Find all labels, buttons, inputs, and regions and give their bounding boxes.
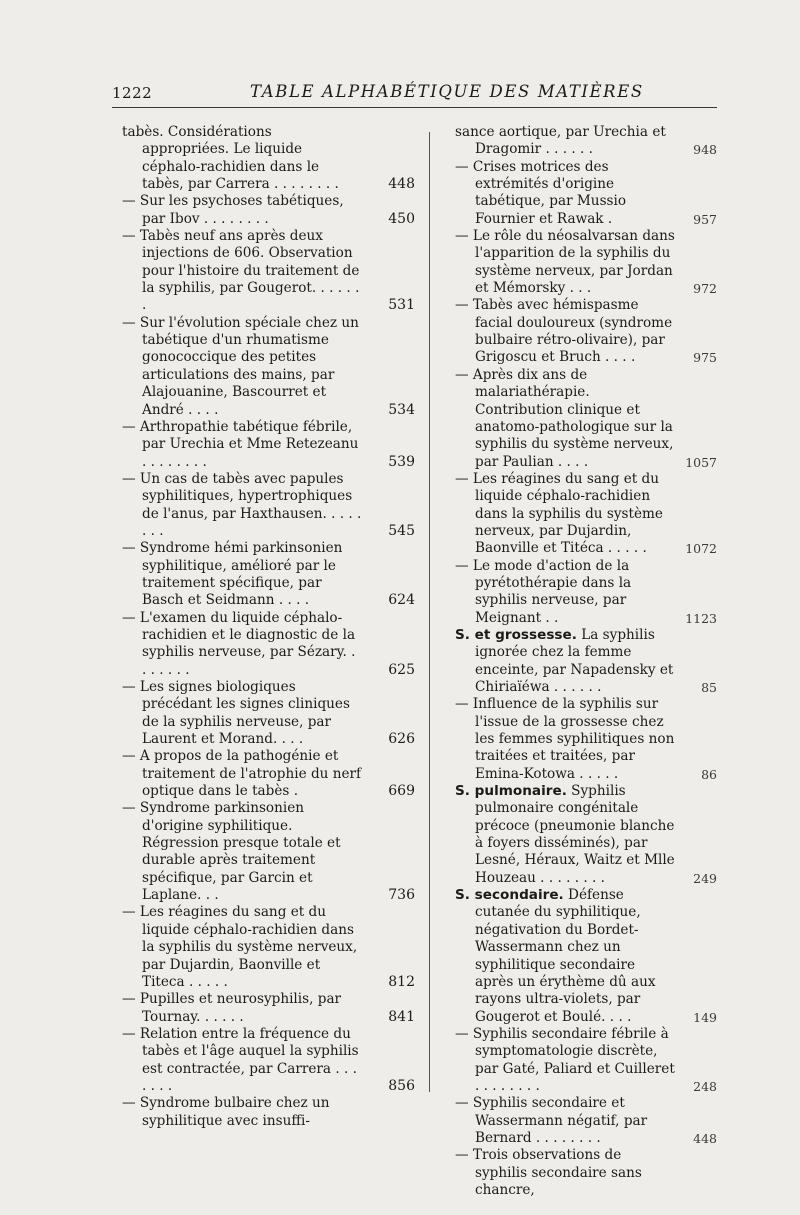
page-reference: 626 [388,731,415,748]
entry-text: — Syphilis secondaire et Wassermann négatif, par Bernard . . . . . . . . [455,1095,648,1146]
index-entry [122,991,415,1026]
page-reference: 1072 [685,541,717,557]
page-reference: 86 [701,766,717,782]
index-entry [455,228,717,297]
entry-subheading: S. et grossesse. [455,626,577,643]
index-entry [455,783,717,887]
entry-text [455,783,717,887]
index-entry [455,558,717,627]
page-reference: 149 [693,1009,717,1025]
entry-text: tabès. Considérations appropriées. Le liquide céphalo-rachidien dans le tabès, par Carrera . . . . . . . . [122,124,339,193]
entry-subheading: S. secondaire. [455,887,564,904]
page-reference: 248 [693,1078,717,1094]
index-entry [455,1147,717,1199]
entry-text: — Arthropathie tabétique fébrile, par Urechia et Mme Retezeanu . . . . . . . . [122,418,359,470]
entry-text: — Un cas de tabès avec papules syphilitiques, hypertrophiques de l'anus, par Haxthausen. . . . . . . . [122,470,362,539]
entry-text: — Les signes biologiques précédant les signes cliniques de la syphilis nerveuse, par Laurent et Morand. . . . [122,679,350,748]
entry-text: — Influence de la syphilis sur l'issue de la grossesse chez les femmes syphilitiques non traitées et traitées, par Emina-Kotowa . . . . . [455,696,675,782]
page-reference: 539 [388,453,415,470]
entry-text: — Syndrome hémi parkinsonien syphilitique, amélioré par le traitement spécifique, par Basch et Seidmann . . . . [122,540,343,609]
index-entry [122,1026,415,1095]
index-entry [122,193,415,228]
entry-text: — Tabès neuf ans après deux injections de 606. Observation pour l'histoire du traitement de la syphilis, par Gougerot. . . . . . . [122,228,360,314]
index-entry [122,748,415,800]
page-reference: 1057 [685,454,717,470]
page-reference: 625 [388,661,415,678]
index-entry [455,159,717,228]
page-reference: 736 [388,887,415,904]
page-reference: 249 [693,870,717,886]
index-entry [122,904,415,991]
index-entry [122,315,415,419]
index-entry [455,1026,717,1095]
entry-text: — L'examen du liquide céphalo-rachidien et le diagnostic de la syphilis nerveuse, par Sézary. . . . . . . . [122,609,356,678]
page-reference: 624 [388,592,415,609]
page-reference: 448 [693,1130,717,1146]
page-reference: 856 [388,1077,415,1094]
page-reference: 534 [388,401,415,418]
entry-text: — Syndrome parkinsonien d'origine syphilitique. Régression presque totale et durable après traitement spécifique, par Garcin et Laplane. . . [122,800,341,904]
entry-text: — Les réagines du sang et du liquide céphalo-rachidien dans la syphilis du système nerveux, par Dujardin, Baonville et Titeca . . . . . [122,904,358,990]
entry-text: — Sur l'évolution spéciale chez un tabétique d'un rhumatisme gonococcique des petites articulations des mains, par Alajouanine, Bascourret et André . . . . [122,314,359,418]
entry-description: Défense cutanée du syphilitique, négativation du Bordet-Wassermann chez un syphilitique secondaire après un érythème dû aux rayons ultra-violets, par Gougerot et Boulé. . . . [475,887,656,1025]
index-entry [455,627,717,696]
entry-subheading: S. pulmonaire. [455,783,567,800]
index-entry [122,124,415,193]
entry-text: — Pupilles et neurosyphilis, par Tournay. . . . . . [122,991,342,1025]
page-reference: 448 [388,176,415,193]
page-number: 1222 [112,84,153,102]
page-reference: 975 [693,350,717,366]
page-reference: 531 [388,297,415,314]
page-reference: 948 [693,142,717,158]
page-reference: 812 [388,973,415,990]
page-reference: 972 [693,281,717,297]
page-reference: 545 [388,522,415,539]
entry-description: Syphilis pulmonaire congénitale précoce (pneumonie blanche à foyers disséminés), par Lesné, Héraux, Waitz et Mlle Houzeau . . . . . . . . [475,783,675,886]
entry-text: — Syndrome bulbaire chez un syphilitique avec insuffi- [122,1095,330,1129]
entry-text: — Tabès avec hémispasme facial douloureux (syndrome bulbaire rétro-olivaire), par Grigoscu et Bruch . . . . [455,297,673,366]
index-entry [455,367,717,471]
entry-text: — Les réagines du sang et du liquide céphalo-rachidien dans la syphilis du système nerveux, par Dujardin, Baonville et Titéca . . . . . [455,470,663,557]
index-entry [122,610,415,679]
entry-text: — Sur les psychoses tabétiques, par Ibov . . . . . . . . [122,193,344,227]
entry-text: — A propos de la pathogénie et traitement de l'atrophie du nerf optique dans le tabès . [122,748,362,800]
index-entry [455,471,717,558]
index-entry [122,540,415,609]
entry-text [455,626,717,696]
index-entry [455,297,717,366]
entry-text: — Le rôle du néosalvarsan dans l'apparition de la syphilis du système nerveux, par Jordan et Mémorsky . . . [455,228,675,297]
entry-text: — Crises motrices des extrémités d'origine tabétique, par Mussio Fournier et Rawak . [455,158,627,227]
entry-text [455,887,717,1026]
entry-text: — Relation entre la fréquence du tabès et l'âge auquel la syphilis est contractée, par Carrera . . . . . . . [122,1025,359,1094]
index-entry [455,696,717,783]
index-column-right [455,124,717,1199]
index-entry [122,419,415,471]
page-reference: 85 [701,680,717,695]
index-entry [122,800,415,904]
index-column-left [122,124,415,1130]
index-entry [122,228,415,315]
entry-text: — Syphilis secondaire fébrile à symptomatologie discrète, par Gaté, Paliard et Cuilleret . . . . . . . . [455,1025,675,1094]
index-entry [455,1095,717,1147]
running-head: TABLE ALPHABÉTIQUE DES MATIÈRES [250,82,644,101]
page-reference: 1123 [685,610,717,626]
entry-text: — Après dix ans de malariathérapie. Contribution clinique et anatomo-pathologique sur la syphilis du système nerveux, par Paulian . . . . [455,366,674,470]
index-entry [122,679,415,748]
entry-text: — Le mode d'action de la pyrétothérapie dans la syphilis nerveuse, par Meignant . . [455,557,632,626]
entry-description: La syphilis ignorée chez la femme enceinte, par Napadensky et Chiriaïéwa . . . . . . [475,626,674,695]
header-rule [112,107,717,108]
column-divider [429,132,430,1092]
page-reference: 669 [388,783,415,800]
index-entry [455,887,717,1026]
index-entry [122,471,415,540]
page-reference: 841 [388,1008,415,1025]
index-entry [122,1095,415,1130]
entry-text: — Trois observations de syphilis secondaire sans chancre, [455,1147,642,1198]
index-entry [455,124,717,159]
entry-text: sance aortique, par Urechia et Dragomir . . . . . . [455,124,666,158]
page-reference: 450 [388,210,415,227]
page-reference: 957 [693,211,717,227]
